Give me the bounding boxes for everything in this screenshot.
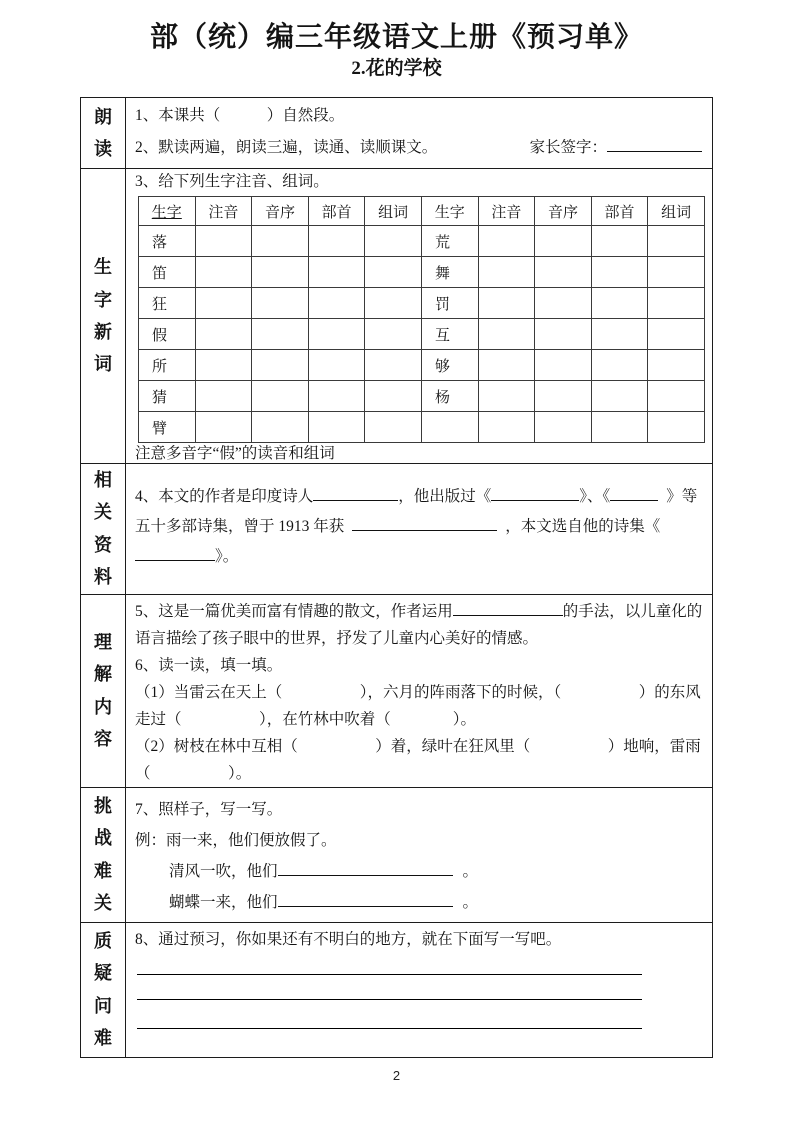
- q7-fill-text: 清风一吹，他们: [169, 862, 278, 880]
- section-content-questions: [126, 922, 713, 1057]
- vocab-header-row: [139, 197, 705, 226]
- q5-paragraph: [135, 598, 704, 652]
- parent-signature-area: [529, 132, 702, 164]
- q4-text: 4、本文的作者是印度诗人: [135, 488, 314, 505]
- section-new-words: [81, 169, 713, 464]
- q8-text: 8、通过预习，你如果还有不明白的地方，就在下面写一写吧。: [135, 930, 562, 948]
- vocab-empty-cell: [195, 350, 252, 381]
- vocab-col-header: 注音: [478, 197, 535, 226]
- vocab-char-cell: 落: [139, 226, 196, 257]
- vocab-col-header: 注音: [195, 197, 252, 226]
- vocab-empty-cell: [591, 257, 648, 288]
- vocab-empty-cell: [478, 257, 535, 288]
- section-header-new-words-label: 生字新词: [94, 257, 112, 375]
- vocab-empty-cell: [648, 319, 705, 350]
- vocab-empty-cell: [478, 319, 535, 350]
- vocab-empty-cell: [308, 381, 365, 412]
- fill-blank: [610, 485, 658, 501]
- vocab-empty-cell: [648, 257, 705, 288]
- q3-text: 3、给下列生字注音、组词。: [135, 173, 329, 190]
- vocab-row: [139, 412, 705, 443]
- vocab-empty-cell: [252, 381, 309, 412]
- vocab-empty-cell: [591, 319, 648, 350]
- vocab-char-cell: 罚: [421, 288, 478, 319]
- section-content-challenge: [126, 787, 713, 922]
- answer-line: [137, 1000, 642, 1029]
- vocab-empty-cell: [478, 288, 535, 319]
- vocab-col-header: 音序: [252, 197, 309, 226]
- vocab-char-cell: 臂: [139, 412, 196, 443]
- section-header-materials-label: 相关资料: [94, 470, 112, 588]
- section-header-new-words: [81, 169, 126, 464]
- vocab-empty-cell: [308, 226, 365, 257]
- vocab-table: [138, 196, 705, 443]
- q4-text: ，他出版过《: [398, 488, 492, 505]
- vocab-char-cell: 所: [139, 350, 196, 381]
- vocab-empty-cell: [648, 226, 705, 257]
- vocab-col-header: 组词: [365, 197, 422, 226]
- section-questions: [81, 922, 713, 1057]
- vocab-empty-cell: [591, 381, 648, 412]
- answer-line: [137, 955, 642, 975]
- vocab-empty-cell: [365, 288, 422, 319]
- q5-text: 的手法，以儿童化的语言描绘了孩子眼中的世界，抒发了儿童内心美好的情感。: [135, 602, 703, 647]
- vocab-empty-cell: [252, 288, 309, 319]
- section-header-challenge-label: 挑战难关: [94, 795, 112, 913]
- q7-fill-end: 。: [462, 893, 479, 911]
- vocab-empty-cell: [535, 350, 592, 381]
- fill-blank: [313, 485, 398, 501]
- vocab-empty-cell: [535, 319, 592, 350]
- vocab-empty-cell: [195, 319, 252, 350]
- vocab-col-header: 音序: [535, 197, 592, 226]
- vocab-empty-cell: [535, 257, 592, 288]
- comprehension-body: [135, 597, 704, 787]
- vocab-empty-cell: [591, 412, 648, 443]
- challenge-body: [135, 790, 704, 918]
- fill-blank: [491, 485, 579, 501]
- vocab-col-header: 部首: [591, 197, 648, 226]
- vocab-col-header: 组词: [648, 197, 705, 226]
- vocab-empty-cell: [478, 226, 535, 257]
- section-header-challenge: [81, 787, 126, 922]
- vocab-empty-cell: [591, 288, 648, 319]
- q2-text: 2、默读两遍，朗读三遍，读通、读顺课文。: [135, 139, 438, 156]
- vocab-empty-cell: [252, 226, 309, 257]
- vocab-col-header: 部首: [308, 197, 365, 226]
- vocab-char-cell: 舞: [421, 257, 478, 288]
- vocab-char-cell: [421, 412, 478, 443]
- q2-line: [135, 132, 704, 164]
- vocab-empty-cell: [195, 288, 252, 319]
- section-content-new-words: [126, 169, 713, 464]
- section-content-comprehension: [126, 594, 713, 787]
- q7-fill-text: 蝴蝶一来，他们: [169, 893, 278, 911]
- vocab-empty-cell: [535, 226, 592, 257]
- vocab-row: [139, 319, 705, 350]
- vocab-empty-cell: [648, 381, 705, 412]
- q4-paragraph: [135, 466, 704, 572]
- parent-sign-label: 家长签字：: [529, 139, 607, 156]
- section-content-reading: [126, 98, 713, 169]
- vocab-empty-cell: [365, 226, 422, 257]
- vocab-empty-cell: [365, 319, 422, 350]
- section-header-reading: [81, 98, 126, 169]
- vocab-row: [139, 226, 705, 257]
- q6-text: 6、读一读，填一填。: [135, 656, 283, 674]
- vocab-empty-cell: [478, 412, 535, 443]
- vocab-empty-cell: [648, 412, 705, 443]
- q7-text: 7、照样子，写一写。: [135, 800, 283, 818]
- worksheet-table: [80, 97, 713, 1058]
- section-comprehension: [81, 594, 713, 787]
- doc-title: 部（统）编三年级语文上册《预习单》: [149, 22, 643, 53]
- section-header-questions: [81, 922, 126, 1057]
- vocab-char-cell: 荒: [421, 226, 478, 257]
- vocab-empty-cell: [478, 350, 535, 381]
- q5-text: 5、这是一篇优美而富有情趣的散文，作者运用: [135, 602, 453, 620]
- section-header-questions-label: 质疑问难: [94, 930, 112, 1048]
- vocab-empty-cell: [195, 257, 252, 288]
- q7-fill-end: 。: [462, 862, 479, 880]
- vocab-empty-cell: [365, 381, 422, 412]
- vocab-char-cell: 杨: [421, 381, 478, 412]
- vocab-col-header: 生字: [139, 197, 196, 226]
- q7-fill-line: [135, 887, 704, 918]
- vocab-char-cell: 假: [139, 319, 196, 350]
- vocab-empty-cell: [195, 226, 252, 257]
- vocab-char-cell: 笛: [139, 257, 196, 288]
- section-challenge: [81, 787, 713, 922]
- vocab-row: [139, 257, 705, 288]
- vocab-row: [139, 350, 705, 381]
- vocab-empty-cell: [535, 381, 592, 412]
- section-header-materials: [81, 464, 126, 595]
- vocab-row: [139, 381, 705, 412]
- section-header-comprehension-label: 理解内容: [94, 631, 112, 749]
- q4-text: 》。: [215, 548, 239, 565]
- vocab-empty-cell: [252, 319, 309, 350]
- fill-blank: [453, 600, 563, 616]
- vocab-empty-cell: [308, 319, 365, 350]
- q6-item1: （1）当雷云在天上（ ），六月的阵雨落下的时候，（ ）的东风走过（ ），在竹林中吹着（ ）。: [135, 683, 701, 728]
- vocab-char-cell: 猜: [139, 381, 196, 412]
- q1-text: 1、本课共（ ）自然段。: [135, 107, 345, 124]
- vocab-empty-cell: [365, 257, 422, 288]
- vocab-empty-cell: [252, 412, 309, 443]
- vocab-empty-cell: [308, 257, 365, 288]
- page-number: 2: [392, 1068, 401, 1083]
- vocab-empty-cell: [478, 381, 535, 412]
- polyphone-note: 注意多音字“假”的读音和组词: [135, 445, 335, 462]
- vocab-empty-cell: [591, 350, 648, 381]
- vocab-empty-cell: [648, 350, 705, 381]
- q6-item2: （2）树枝在林中互相（ ）着，绿叶在狂风里（ ）地响，雷雨（ ）。: [135, 737, 701, 782]
- fill-blank: [278, 891, 453, 907]
- fill-blank: [607, 136, 702, 152]
- vocab-empty-cell: [535, 288, 592, 319]
- answer-line: [137, 975, 642, 1000]
- section-materials: [81, 464, 713, 595]
- vocab-empty-cell: [535, 412, 592, 443]
- q7-fill-line: [135, 856, 704, 887]
- vocab-empty-cell: [591, 226, 648, 257]
- vocab-char-cell: 够: [421, 350, 478, 381]
- fill-blank: [278, 860, 453, 876]
- vocab-empty-cell: [308, 350, 365, 381]
- vocab-empty-cell: [195, 381, 252, 412]
- vocab-empty-cell: [365, 350, 422, 381]
- section-content-materials: [126, 464, 713, 595]
- vocab-char-cell: 狂: [139, 288, 196, 319]
- vocab-empty-cell: [365, 412, 422, 443]
- fill-blank: [352, 515, 497, 531]
- vocab-empty-cell: [648, 288, 705, 319]
- vocab-empty-cell: [308, 288, 365, 319]
- vocab-empty-cell: [308, 412, 365, 443]
- vocab-row: [139, 288, 705, 319]
- q4-text: 》等五十多部诗集，曾于 1913 年获: [135, 488, 698, 535]
- section-header-reading-label: 朗读: [94, 106, 112, 159]
- q4-text: 》、《: [579, 488, 611, 505]
- vocab-empty-cell: [195, 412, 252, 443]
- q7-example: 例：雨一来，他们便放假了。: [135, 831, 337, 849]
- vocab-col-header: 生字: [421, 197, 478, 226]
- lesson-title: 2.花的学校: [351, 58, 442, 79]
- vocab-empty-cell: [252, 257, 309, 288]
- vocab-empty-cell: [252, 350, 309, 381]
- section-header-comprehension: [81, 594, 126, 787]
- vocab-char-cell: 互: [421, 319, 478, 350]
- fill-blank: [135, 545, 215, 561]
- section-reading: [81, 98, 713, 169]
- q4-text: ，本文选自他的诗集《: [505, 518, 661, 535]
